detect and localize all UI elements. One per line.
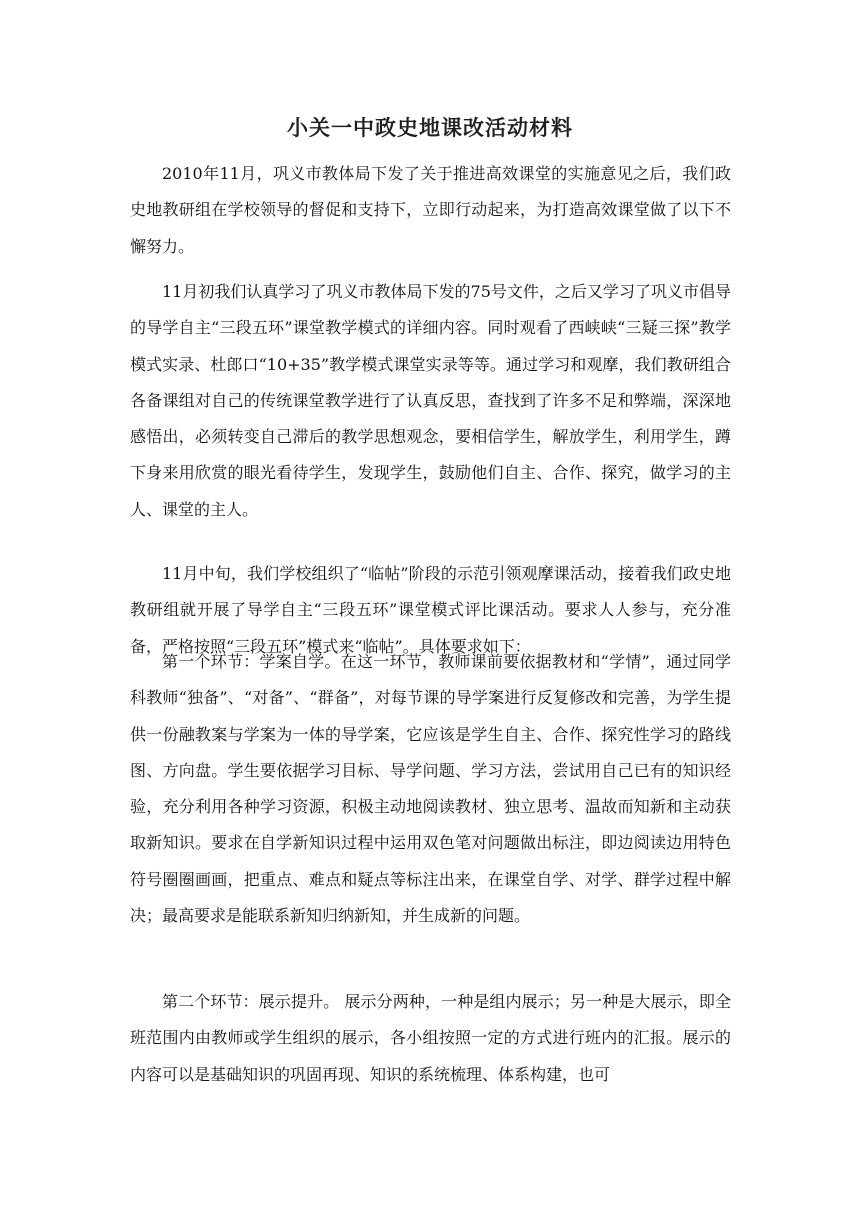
- paragraph-step-one: 第一个环节：学案自学。在这一环节，教师课前要依据教材和“学情”，通过同学科教师“独备”、“对备”、“群备”，对每节课的导学案进行反复修改和完善，为学生提供一份融教案与学案为一体的导学案，它应该是学生自主、合作、探究性学习的路线图、方向盘。学生要依据学习目标、导学问题、学习方法，尝试用自己已有的知识经验，充分利用各种学习资源，积极主动地阅读教材、独立思考、温故而知新和主动获取新知识。要求在自学新知识过程中运用双色笔对问题做出标注，即边阅读边用特色符号圈圈画画，把重点、难点和疑点等标注出来，在课堂自学、对学、群学过程中解决；最高要求是能联系新知归纳新知，并生成新的问题。: [130, 652, 731, 926]
- paragraph-study: 11月初我们认真学习了巩义市教体局下发的75号文件，之后又学习了巩义市倡导的导学自主“三段五环”课堂教学模式的详细内容。同时观看了西峡峡“三疑三探”教学模式实录、杜郎口“10+35”教学模式课堂实录等等。通过学习和观摩，我们教研组合各备课组对自己的传统课堂教学进行了认真反思，查找到了许多不足和弊端，深深地感悟出，必须转变自己滞后的教学思想观念，要相信学生，解放学生，利用学生，蹲下身来用欣赏的眼光看待学生，发现学生，鼓励他们自主、合作、探究，做学习的主人、课堂的主人。: [130, 282, 731, 519]
- document-title: 小关一中政史地课改活动材料: [287, 115, 573, 140]
- paragraph-step-two: 第二个环节：展示提升。 展示分两种，一种是组内展示；另一种是大展示，即全班范围内由教师或学生组织的展示，各小组按照一定的方式进行班内的汇报。展示的内容可以是基础知识的巩固再现、知识的系统梳理、体系构建，也可: [130, 992, 731, 1084]
- paragraph-activity: 11月中旬，我们学校组织了“临帖”阶段的示范引领观摩课活动，接着我们政史地教研组就开展了导学自主“三段五环”课堂模式评比课活动。要求人人参与，充分准备，严格按照“三段五环”模式来“临帖”。具体要求如下：: [130, 564, 731, 656]
- paragraph-intro: 2010年11月，巩义市教体局下发了关于推进高效课堂的实施意见之后，我们政史地教研组在学校领导的督促和支持下，立即行动起来，为打造高效课堂做了以下不懈努力。: [130, 164, 731, 256]
